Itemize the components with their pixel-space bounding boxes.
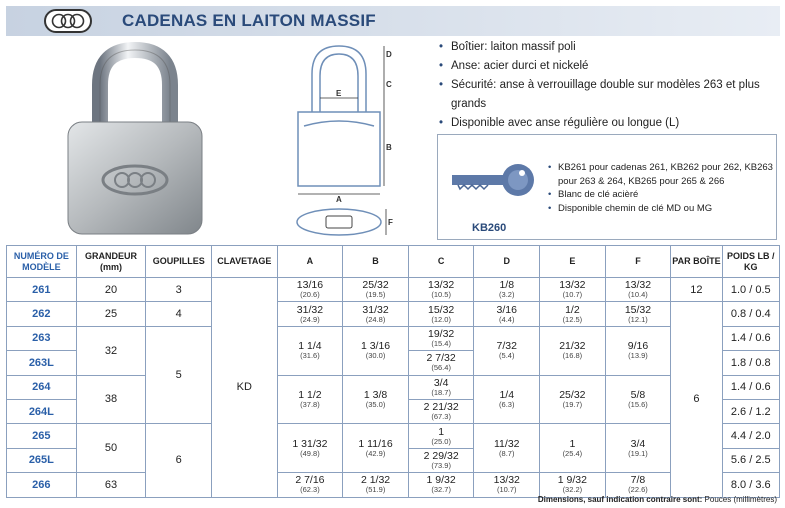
dim-c-cell: 15/32 (12.0) [408, 302, 474, 326]
weight-cell: 1.8 / 0.8 [722, 351, 779, 375]
dim-c-cell: 3/4 (18.7) [408, 375, 474, 399]
model-number: 266 [7, 473, 77, 497]
model-number: 263 [7, 326, 77, 350]
key-feature-item: • Disponible chemin de clé MD ou MG [546, 202, 776, 216]
table-header-row [7, 246, 780, 278]
dim-e-cell: 21/32 (16.8) [540, 326, 606, 375]
diagram-label-c: C [386, 80, 392, 89]
feature-item: • Boîtier: laiton massif poli [437, 38, 782, 57]
key-info-box [437, 134, 777, 240]
dim-d-cell: 1/4 (6.3) [474, 375, 540, 424]
dim-d-cell: 7/32 (5.4) [474, 326, 540, 375]
table-row [7, 278, 780, 302]
dimension-diagram [282, 42, 412, 240]
spec-table [6, 245, 780, 498]
pins-cell: 4 [146, 302, 212, 326]
feature-item: • Disponible avec anse régulière ou longue (L) [437, 114, 782, 133]
dim-c-cell: 13/32 (10.5) [408, 278, 474, 302]
dim-d-cell: 11/32 (8.7) [474, 424, 540, 473]
dim-a-cell: 31/32 (24.9) [277, 302, 343, 326]
dim-b-cell: 1 11/16 (42.9) [343, 424, 409, 473]
dim-f-cell: 5/8 (15.6) [605, 375, 671, 424]
table-row [7, 326, 780, 350]
dim-e-cell: 1/2 (12.5) [540, 302, 606, 326]
dim-a-cell: 13/16 (20.6) [277, 278, 343, 302]
key-label: KB260 [472, 222, 507, 234]
weight-cell: 5.6 / 2.5 [722, 448, 779, 472]
col-c: C [408, 246, 474, 278]
model-number: 264L [7, 399, 77, 423]
dim-f-cell: 3/4 (19.1) [605, 424, 671, 473]
size-cell: 20 [76, 278, 146, 302]
brand-logo [44, 9, 92, 33]
weight-cell: 8.0 / 3.6 [722, 473, 779, 497]
weight-cell: 4.4 / 2.0 [722, 424, 779, 448]
dim-b-cell: 1 3/8 (35.0) [343, 375, 409, 424]
dim-e-cell: 25/32 (19.7) [540, 375, 606, 424]
per-box-cell: 6 [671, 302, 722, 497]
col-weight: POIDS LB / KG [722, 246, 779, 278]
dim-d-cell: 13/32 (10.7) [474, 473, 540, 497]
col-per-box: PAR BOÎTE [671, 246, 722, 278]
dim-e-cell: 13/32 (10.7) [540, 278, 606, 302]
dim-c-cell: 2 29/32 (73.9) [408, 448, 474, 472]
dim-a-cell: 1 1/2 (37.8) [277, 375, 343, 424]
diagram-label-d: D [386, 50, 392, 59]
key-feature-item: • KB261 pour cadenas 261, KB262 pour 262, KB263 pour 263 & 264, KB265 pour 265 & 266 [546, 161, 776, 188]
col-b: B [343, 246, 409, 278]
dim-d-cell: 1/8 (3.2) [474, 278, 540, 302]
dim-d-cell: 3/16 (4.4) [474, 302, 540, 326]
weight-cell: 1.4 / 0.6 [722, 375, 779, 399]
size-cell: 32 [76, 326, 146, 375]
dim-a-cell: 2 7/16 (62.3) [277, 473, 343, 497]
dim-e-cell: 1 9/32 (32.2) [540, 473, 606, 497]
feature-item: • Anse: acier durci et nickelé [437, 57, 782, 76]
dim-c-cell: 1 (25.0) [408, 424, 474, 448]
dim-f-cell: 7/8 (22.6) [605, 473, 671, 497]
col-a: A [277, 246, 343, 278]
col-size: GRANDEUR (mm) [76, 246, 146, 278]
table-row [7, 302, 780, 326]
dim-b-cell: 31/32 (24.8) [343, 302, 409, 326]
dim-c-cell: 19/32 (15.4) [408, 326, 474, 350]
dim-e-cell: 1 (25.4) [540, 424, 606, 473]
per-box-cell: 12 [671, 278, 722, 302]
col-d: D [474, 246, 540, 278]
size-cell: 38 [76, 375, 146, 424]
weight-cell: 2.6 / 1.2 [722, 399, 779, 423]
pins-cell: 6 [146, 424, 212, 497]
keying-cell: KD [212, 278, 278, 498]
dim-f-cell: 9/16 (13.9) [605, 326, 671, 375]
model-number: 263L [7, 351, 77, 375]
model-number: 261 [7, 278, 77, 302]
dim-f-cell: 13/32 (10.4) [605, 278, 671, 302]
key-feature-item: • Blanc de clé acièré [546, 188, 776, 202]
dim-c-cell: 2 21/32 (67.3) [408, 399, 474, 423]
table-row [7, 473, 780, 497]
model-number: 264 [7, 375, 77, 399]
diagram-label-f: F [388, 218, 393, 227]
table-row [7, 375, 780, 399]
dim-f-cell: 15/32 (12.1) [605, 302, 671, 326]
weight-cell: 0.8 / 0.4 [722, 302, 779, 326]
col-model: NUMÉRO DE MODÈLE [7, 246, 77, 278]
model-number: 262 [7, 302, 77, 326]
model-number: 265 [7, 424, 77, 448]
dim-a-cell: 1 31/32 (49.8) [277, 424, 343, 473]
feature-item: • Sécurité: anse à verrouillage double sur modèles 263 et plus grands [437, 76, 782, 114]
padlock-image [60, 40, 210, 240]
col-f: F [605, 246, 671, 278]
dim-b-cell: 25/32 (19.5) [343, 278, 409, 302]
size-cell: 50 [76, 424, 146, 473]
diagram-label-b: B [386, 143, 392, 152]
diagram-label-a: A [336, 195, 342, 204]
pins-cell: 5 [146, 326, 212, 424]
dim-a-cell: 1 1/4 (31.6) [277, 326, 343, 375]
dim-b-cell: 2 1/32 (51.9) [343, 473, 409, 497]
dim-b-cell: 1 3/16 (30.0) [343, 326, 409, 375]
col-pins: GOUPILLES [146, 246, 212, 278]
diagram-label-e: E [336, 89, 342, 98]
col-keying: CLAVETAGE [212, 246, 278, 278]
size-cell: 25 [76, 302, 146, 326]
key-feature-list [546, 161, 776, 215]
header-bar [6, 6, 780, 36]
dim-c-cell: 1 9/32 (32.7) [408, 473, 474, 497]
weight-cell: 1.4 / 0.6 [722, 326, 779, 350]
key-icon [450, 151, 538, 211]
pins-cell: 3 [146, 278, 212, 302]
page-title: CADENAS EN LAITON MASSIF [122, 11, 376, 30]
dim-c-cell: 2 7/32 (56.4) [408, 351, 474, 375]
model-number: 265L [7, 448, 77, 472]
units-footnote: Dimensions, sauf indication contraire sont: Pouces (millimètres) [537, 495, 777, 504]
size-cell: 63 [76, 473, 146, 497]
table-row [7, 424, 780, 448]
weight-cell: 1.0 / 0.5 [722, 278, 779, 302]
col-e: E [540, 246, 606, 278]
